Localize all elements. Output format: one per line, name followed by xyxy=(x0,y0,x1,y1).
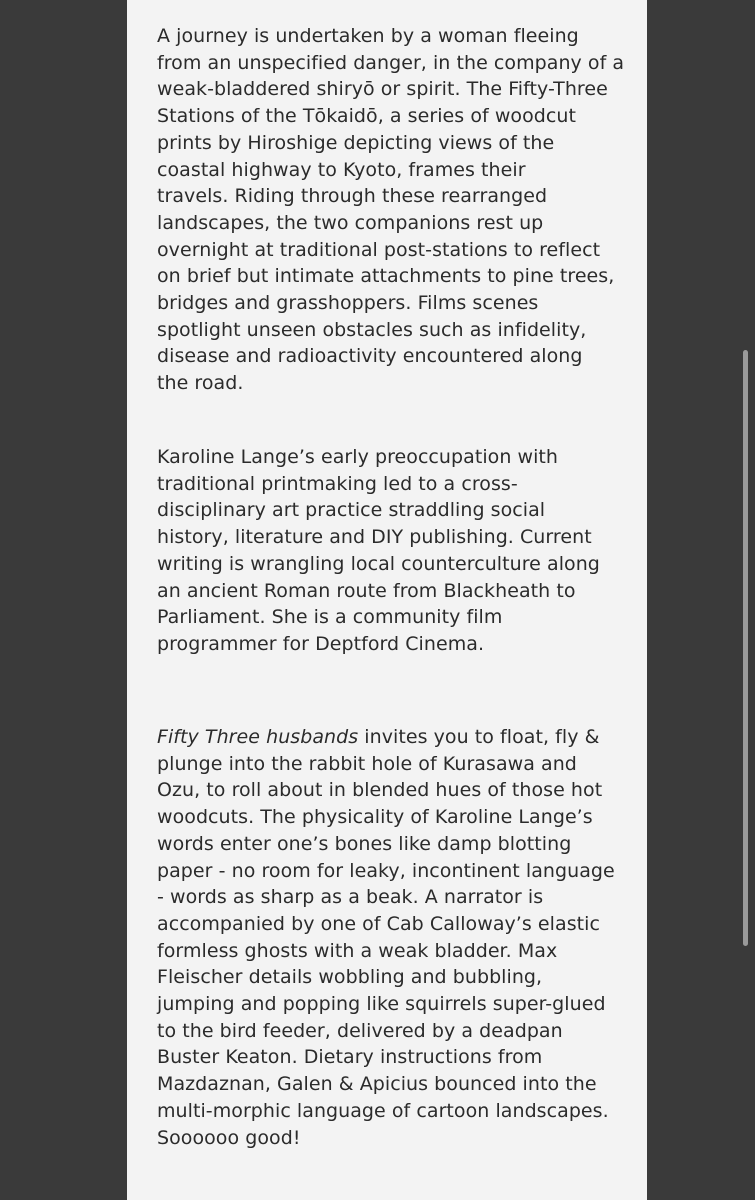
text-line: programmer for Deptford Cinema. xyxy=(157,632,485,655)
text-line: A journey is undertaken by a woman fleeing xyxy=(157,25,579,47)
text-line: jumping and popping like squirrels super-glued xyxy=(157,993,606,1016)
text-line: Karoline Lange’s early preoccupation with xyxy=(157,446,559,468)
text-line: prints by Hiroshige depicting views of the xyxy=(157,131,555,154)
paragraph-review xyxy=(157,724,637,1151)
text-line: overnight at traditional post-stations to reflect xyxy=(157,238,601,261)
text-fragment: invites you to float, fly & xyxy=(358,726,600,748)
scrollbar-thumb[interactable] xyxy=(743,350,748,946)
text-line: Fleischer details wobbling and bubbling, xyxy=(157,966,543,989)
text-line: formless ghosts with a weak bladder. Max xyxy=(157,939,558,962)
text-line: accompanied by one of Cab Calloway’s elastic xyxy=(157,912,600,935)
text-line: Stations of the Tōkaidō, a series of woodcut xyxy=(157,105,576,128)
text-line: history, literature and DIY publishing. Current xyxy=(157,526,592,549)
text-line: Mazdaznan, Galen & Apicius bounced into the xyxy=(157,1073,597,1096)
text-line: writing is wrangling local counterculture along xyxy=(157,552,600,575)
text-line: multi-morphic language of cartoon landscapes. xyxy=(157,1099,609,1122)
text-line: bridges and grasshoppers. Films scenes xyxy=(157,292,539,315)
text-line: the road. xyxy=(157,372,244,395)
text-line: coastal highway to Kyoto, frames their xyxy=(157,158,526,181)
text-line: landscapes, the two companions rest up xyxy=(157,211,544,234)
text-line: plunge into the rabbit hole of Kurasawa and xyxy=(157,752,577,775)
book-title: Fifty Three husbands xyxy=(157,726,359,748)
document-page xyxy=(127,0,647,1200)
text-line: - words as sharp as a beak. A narrator is xyxy=(157,886,544,909)
paragraph-author-bio xyxy=(157,444,637,658)
text-line: travels. Riding through these rearranged xyxy=(157,185,548,208)
text-line: spotlight unseen obstacles such as infidelity, xyxy=(157,318,587,341)
text-line: Ozu, to roll about in blended hues of those hot xyxy=(157,779,603,802)
text-line: paper - no room for leaky, incontinent language xyxy=(157,859,615,882)
text-line: disease and radioactivity encountered along xyxy=(157,345,583,368)
text-line: words enter one’s bones like damp blotting xyxy=(157,832,572,855)
text-line: traditional printmaking led to a cross- xyxy=(157,472,518,495)
text-line: Soooooo good! xyxy=(157,1126,301,1149)
text-line: from an unspecified danger, in the company of a xyxy=(157,51,625,74)
text-line: Buster Keaton. Dietary instructions from xyxy=(157,1046,543,1069)
text-line: disciplinary art practice straddling social xyxy=(157,499,546,522)
text-line: Parliament. She is a community film xyxy=(157,606,503,629)
text-line: an ancient Roman route from Blackheath to xyxy=(157,579,576,602)
paragraph-synopsis xyxy=(157,23,637,397)
text-line: on brief but intimate attachments to pine trees, xyxy=(157,265,615,288)
text-line xyxy=(157,724,637,751)
text-line: woodcuts. The physicality of Karoline Lange’s xyxy=(157,806,593,829)
text-line: to the bird feeder, delivered by a deadpan xyxy=(157,1019,563,1042)
text-line: weak-bladdered shiryō or spirit. The Fifty-Three xyxy=(157,78,608,101)
